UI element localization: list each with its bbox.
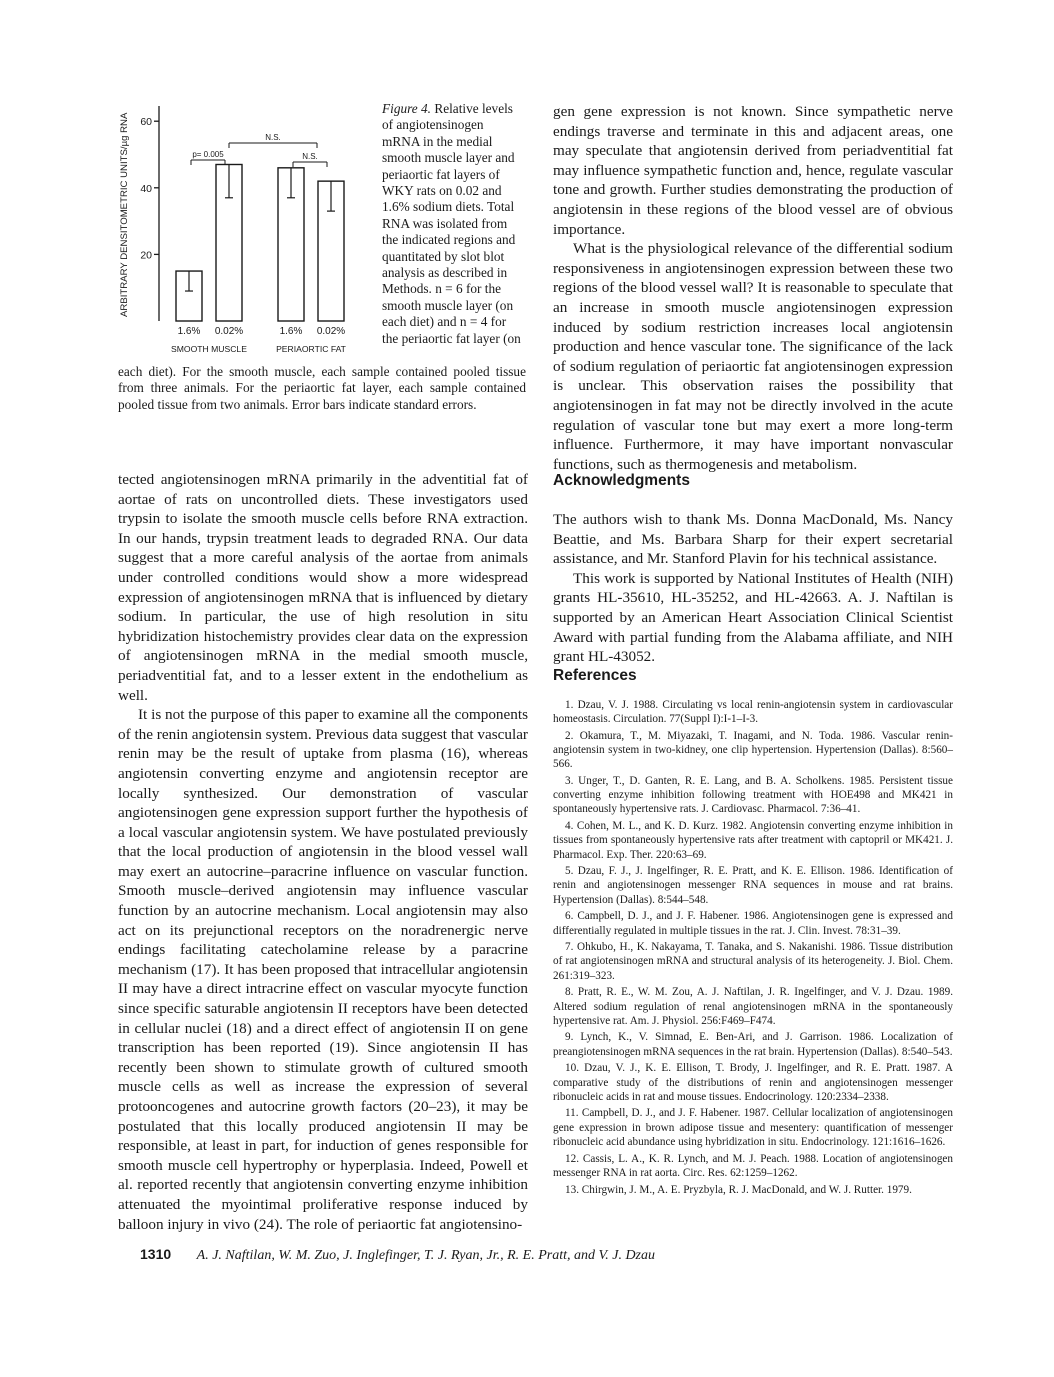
reference-item: 10. Dzau, V. J., K. E. Ellison, T. Brody, J. Ingelfinger, and R. E. Pratt. 1987. A comparative study of the distributions of renin and angiotensinogen messenger ribonucleic acids in rat and mouse tissues. Endocrinology. 120:2334–2338.	[553, 1062, 953, 1103]
page-number: 1310	[140, 1246, 172, 1262]
left-paragraph-1: tected angiotensinogen mRNA primarily in the adventitial fat of aortae of rats on uncontrolled diets. These investigators used trypsin to isolate the smooth muscle cells before RNA extraction. In our hands, trypsin treatment leads to degraded RNA. Our data suggest that a more careful analysis of the aortae from animals under controlled conditions would show a more widespread expression of angiotensinogen mRNA that is influenced by dietary sodium. In particular, the use of high resolution in situ hybridization histochemistry provides clear data on the expression of angiotensinogen mRNA in the medial smooth muscle, periadventitial fat, and to a lesser extent in the endothelium as well.	[118, 471, 528, 704]
bracket-smooth-muscle-label: p= 0.005	[192, 150, 224, 159]
group-label: PERIAORTIC FAT	[276, 344, 346, 354]
reference-item: 5. Dzau, F. J., J. Ingelfinger, R. E. Pratt, and K. E. Ellison. 1986. Identification of renin and angiotensinogen messenger RNA sequences in mouse and rat brains. Hypertension (Dallas). 8:544–548.	[553, 865, 953, 906]
reference-item: 6. Campbell, D. J., and J. F. Habener. 1986. Angiotensinogen gene is expressed and differentially regulated in multiple tissues in the rat. J. Clin. Invest. 78:31–39.	[553, 910, 953, 937]
reference-item: 4. Cohen, M. L., and K. D. Kurz. 1982. Angiotensin converting enzyme inhibition in tissues from spontaneously hypertensive rats after treatment with captopril or MK421. J. Pharmacol. Exp. Ther. 220:63–69.	[553, 820, 953, 861]
references-list	[553, 698, 953, 1199]
bracket-cross-group-label: N.S.	[265, 133, 281, 142]
references-heading: References	[553, 667, 637, 684]
left-column	[118, 470, 528, 1234]
x-tick-label: 0.02%	[316, 326, 346, 337]
reference-item: 8. Pratt, R. E., W. M. Zou, A. J. Naftilan, J. R. Ingelfinger, and V. J. Dzau. 1989. Altered sodium regulation of renal angiotensinogen mRNA in the spontaneously hypertensive rat. Am. J. Physiol. 256:F469–F474.	[553, 986, 953, 1027]
reference-item: 2. Okamura, T., M. Miyazaki, T. Inagami, and N. Toda. 1986. Vascular renin-angiotensin system in two-kidney, one clip hypertension. Hypertension (Dallas). 8:560–566.	[553, 729, 953, 771]
y-axis-label: ARBITRARY DENSITOMETRIC UNITS/µg RNA	[119, 112, 130, 317]
acknowledgments-text	[553, 510, 953, 667]
x-tick-label: 1.6%	[279, 326, 303, 337]
footer-authors: A. J. Naftilan, W. M. Zuo, J. Inglefinger, T. J. Ryan, Jr., R. E. Pratt, and V. J. Dzau	[196, 1248, 655, 1263]
figure-label: Figure 4.	[382, 101, 431, 116]
ack-paragraph-1: The authors wish to thank Ms. Donna MacDonald, Ms. Nancy Beattie, and Ms. Barbara Sharp for their expert secretarial assistance, and Mr. Stanford Plavin for his technical assistance.	[553, 511, 953, 568]
caption-text-part1: Relative levels of angiotensinogen mRNA in the medial smooth muscle layer and periaortic fat layers of WKY rats on 0.02 and 1.6% sodium diets. Total RNA was isolated from the indicated regions and quantitated by slot blot analysis as described in Methods. n = 6 for the smooth muscle layer (on each diet) and n = 4 for the periaortic fat layer (on	[382, 101, 521, 346]
figure-4-chart	[113, 96, 375, 358]
group-label: SMOOTH MUSCLE	[171, 344, 247, 354]
y-tick-label: 40	[140, 182, 152, 195]
right-paragraph-2: What is the physiological relevance of the differential sodium responsiveness in angiotensinogen expression between these two regions of the blood vessel wall? It is reasonable to speculate that an increase in smooth muscle angiotensinogen expression induced by sodium restriction increases local angiotensin production and hence vascular tone. The significance of the lack of sodium regulation of periaortic fat angiotensinogen expression is unclear. This observation raises the possibility that angiotensinogen in fat may not be directly involved in the acute regulation of vascular tone but may exert a more long-term influence. Furthermore, it may have important nonvascular functions, such as thermogenesis and metabolism.	[553, 240, 953, 473]
page-footer	[140, 1246, 655, 1264]
figure-caption-upper	[382, 101, 523, 347]
figure-caption-lower	[118, 364, 526, 413]
y-tick-label: 20	[140, 249, 152, 262]
x-tick-label: 0.02%	[214, 326, 244, 337]
reference-item: 11. Campbell, D. J., and J. F. Habener. 1987. Cellular localization of angiotensinogen gene expression in brown adipose tissue and mesentery: quantification of messenger ribonucleic acid abundance using hybridization in situ. Endocrinology. 121:1616–1626.	[553, 1107, 953, 1148]
reference-item: 3. Unger, T., D. Ganten, R. E. Lang, and B. A. Scholkens. 1985. Persistent tissue converting enzyme inhibition following treatment with HOE498 and MK421 in spontaneously hypertensive rats. J. Cardiovasc. Pharmacol. 7:36–41.	[553, 775, 953, 816]
acknowledgments-heading: Acknowledgments	[553, 472, 690, 489]
left-paragraph-2: It is not the purpose of this paper to examine all the components of the renin angiotensin system. Previous data suggest that vascular renin may be the result of uptake from plasma (16), whereas angiotensin converting enzyme and angiotensin receptor are locally synthesized. Our demonstration of vascular angiotensinogen gene expression support further the hypothesis of a local vascular angiotensin system. We have postulated previously that the local production of angiotensin in the blood vessel wall may exert an autocrine–paracrine influence on vascular function. Smooth muscle–derived angiotensin may influence vascular function by an autocrine mechanism. Local angiotensin may also act on its prejunctional receptors on the noradrenergic nerve endings facilitating catecholamine release by a paracrine mechanism (17). It has been proposed that intracellular angiotensin II may have a direct intracrine effect on vascular myocyte function since specific saturable angiotensin II receptors have been detected in cellular nuclei (18) and a direct effect of angiotensin II on gene transcription has been reported (19). Since angiotensin II has recently been shown to stimulate growth of cultured smooth muscle cells as well as increase the expression of several protooncogenes and autocrine growth factors (20–23), it may be postulated that this locally produced angiotensin II may be responsible, at least in part, for induction of genes responsible for smooth muscle cell hypertrophy or hyperplasia. Indeed, Powell et al. reported recently that angiotensin converting enzyme inhibition attenuated the myointimal proliferative response induced by balloon injury in vivo (24). The role of periaortic fat angiotensino-	[118, 706, 528, 1233]
right-paragraph-1: gen gene expression is not known. Since sympathetic nerve endings traverse and terminate in this and adjacent areas, one may speculate that angiotensin derived from periadventitial fat may influence sympathetic function and, hence, regulate vascular tone and growth. Further studies demonstrating the production of angiotensin in these regions of the blood vessel are of obvious importance.	[553, 103, 953, 238]
reference-item: 12. Cassis, L. A., K. R. Lynch, and M. J. Peach. 1988. Location of angiotensinogen messenger RNA in rat aorta. Circ. Res. 62:1259–1262.	[553, 1152, 953, 1179]
reference-item: 1. Dzau, V. J. 1988. Circulating vs local renin-angiotensin system in cardiovascular homeostasis. Circulation. 77(Suppl I):I-1–I-3.	[553, 699, 953, 726]
bracket-periaortic-fat-label: N.S.	[302, 152, 318, 161]
y-tick-label: 60	[140, 116, 152, 129]
x-tick-label: 1.6%	[177, 326, 201, 337]
ack-paragraph-2: This work is supported by National Institutes of Health (NIH) grants HL-35610, HL-35252, and HL-42663. A. J. Naftilan is supported by an American Heart Association Clinical Scientist Award with partial funding from the Alabama affiliate, and NIH grant HL-43052.	[553, 569, 953, 666]
reference-item: 9. Lynch, K., V. Simnad, E. Ben-Ari, and J. Garrison. 1986. Localization of preangiotensinogen mRNA sequences in the rat brain. Hypertension (Dallas). 8:540–543.	[553, 1031, 953, 1058]
reference-item: 7. Ohkubo, H., K. Nakayama, T. Tanaka, and S. Nakanishi. 1986. Tissue distribution of rat angiotensinogen mRNA and structural analysis of its heterogeneity. J. Biol. Chem. 261:319–323.	[553, 941, 953, 982]
reference-item: 13. Chirgwin, J. M., A. E. Pryzbyla, R. J. MacDonald, and W. J. Rutter. 1979.	[565, 1183, 912, 1196]
right-column-text	[553, 102, 953, 474]
caption-text-part2: each diet). For the smooth muscle, each sample contained pooled tissue from three animals. For the periaortic fat layer, each sample contained pooled tissue from two animals. Error bars indicate standard errors.	[118, 364, 526, 412]
